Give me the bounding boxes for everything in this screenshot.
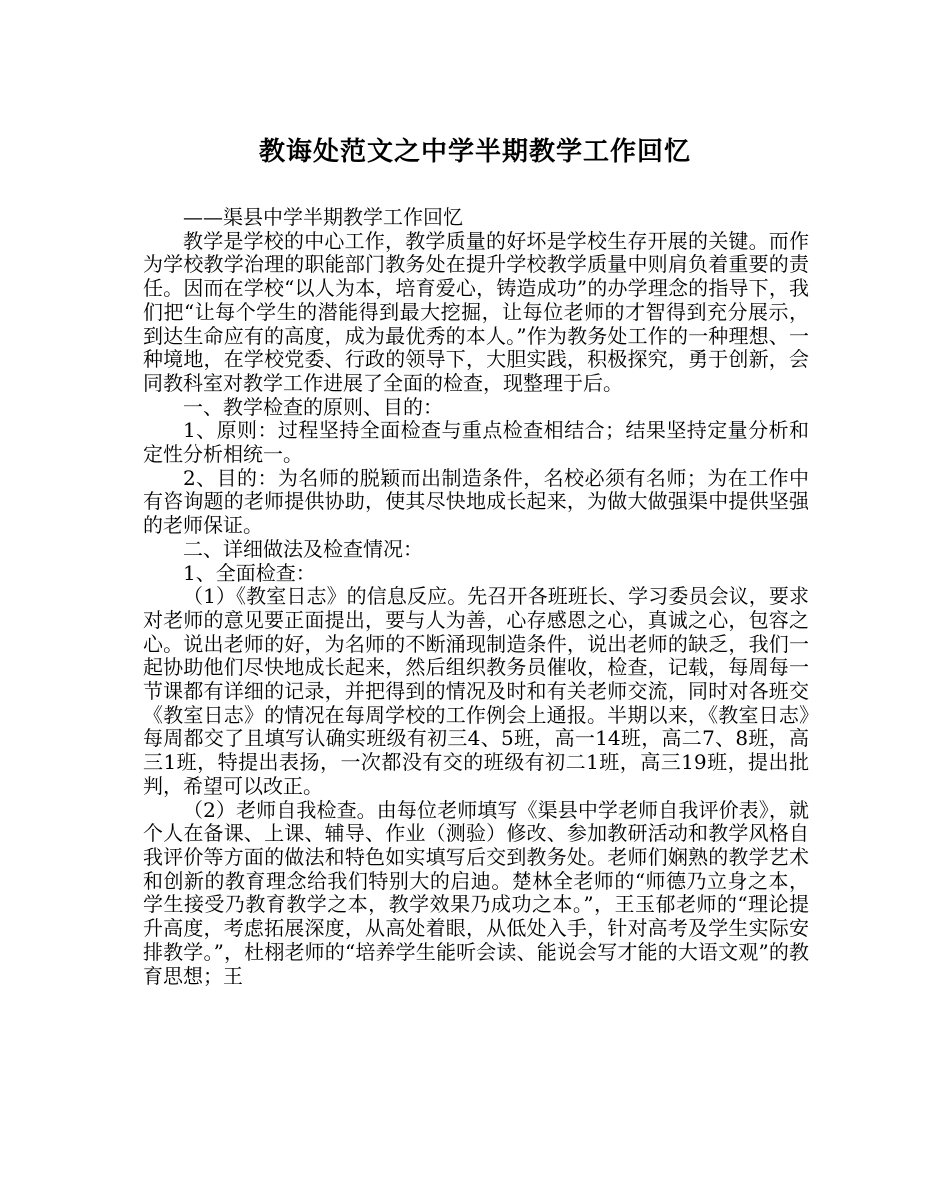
subsection-heading: 1、全面检查： (183, 560, 316, 585)
section-heading: 二、详细做法及检查情况： (183, 536, 423, 561)
paragraph: 教学是学校的中心工作，教学质量的好坏是学校生存开展的关键。而作为学校教学治理的职能部门教务处在提升学校教学质量中则肩负着重要的责任。因而在学校“以人为本，培育爱心，铸造成功”的办学理念的指导下，我们把“让每个学生的潜能得到最大挖掘，让每位老师的才智得到充分展示，到达生命应有的高度，成为最优秀的本人。”作为教务处工作的一种理想、一种境地，在学校党委、行政的领导下，大胆实践，积极探究，勇于创新，会同教科室对教学工作进展了全面的检查，现整理于后。 (143, 228, 809, 395)
paragraph: （2）老师自我检查。由每位老师填写《渠县中学老师自我评价表》，就个人在备课、上课、辅导、作业（测验）修改、参加教研活动和教学风格自我评价等方面的做法和特色如实填写后交到教务处。老师们娴熟的教学艺术和创新的教育理念给我们特别大的启迪。楚林全老师的“师德乃立身之本，学生接受乃教育教学之本，教学效果乃成功之本。”，王玉郁老师的“理论提升高度，考虑拓展深度，从高处着眼，从低处入手，针对高考及学生实际安排教学。”，杜栩老师的“培养学生能听会读、能说会写才能的大语文观”的教育思想；王 (143, 797, 809, 988)
subtitle-paragraph: ——渠县中学半期教学工作回忆 (183, 205, 463, 229)
document-title: 教诲处范文之中学半期教学工作回忆 (258, 137, 691, 167)
section-heading: 一、教学检查的原则、目的： (183, 394, 443, 419)
paragraph: 2、目的：为名师的脱颖而出制造条件，名校必须有名师；为在工作中有咨询题的老师提供协助，使其尽快地成长起来，为做大做强渠中提供坚强的老师保证。 (143, 465, 809, 538)
document-body (143, 206, 809, 988)
paragraph: 1、原则：过程坚持全面检查与重点检查相结合；结果坚持定量分析和定性分析相统一。 (143, 418, 809, 467)
paragraph: （1）《教室日志》的信息反应。先召开各班班长、学习委员会议，要求对老师的意见要正面提出，要与人为善，心存感恩之心，真诚之心，包容之心。说出老师的好，为名师的不断涌现制造条件，说出老师的缺乏，我们一起协助他们尽快地成长起来，然后组织教务员催收，检查，记载，每周每一节课都有详细的记录，并把得到的情况及时和有关老师交流，同时对各班交《教室日志》的情况在每周学校的工作例会上通报。半期以来，《教室日志》每周都交了且填写认确实班级有初三4、5班，高一14班，高二7、8班，高三1班，特提出表扬，一次都没有交的班级有初二1班，高三19班，提出批判，希望可以改正。 (143, 584, 809, 798)
